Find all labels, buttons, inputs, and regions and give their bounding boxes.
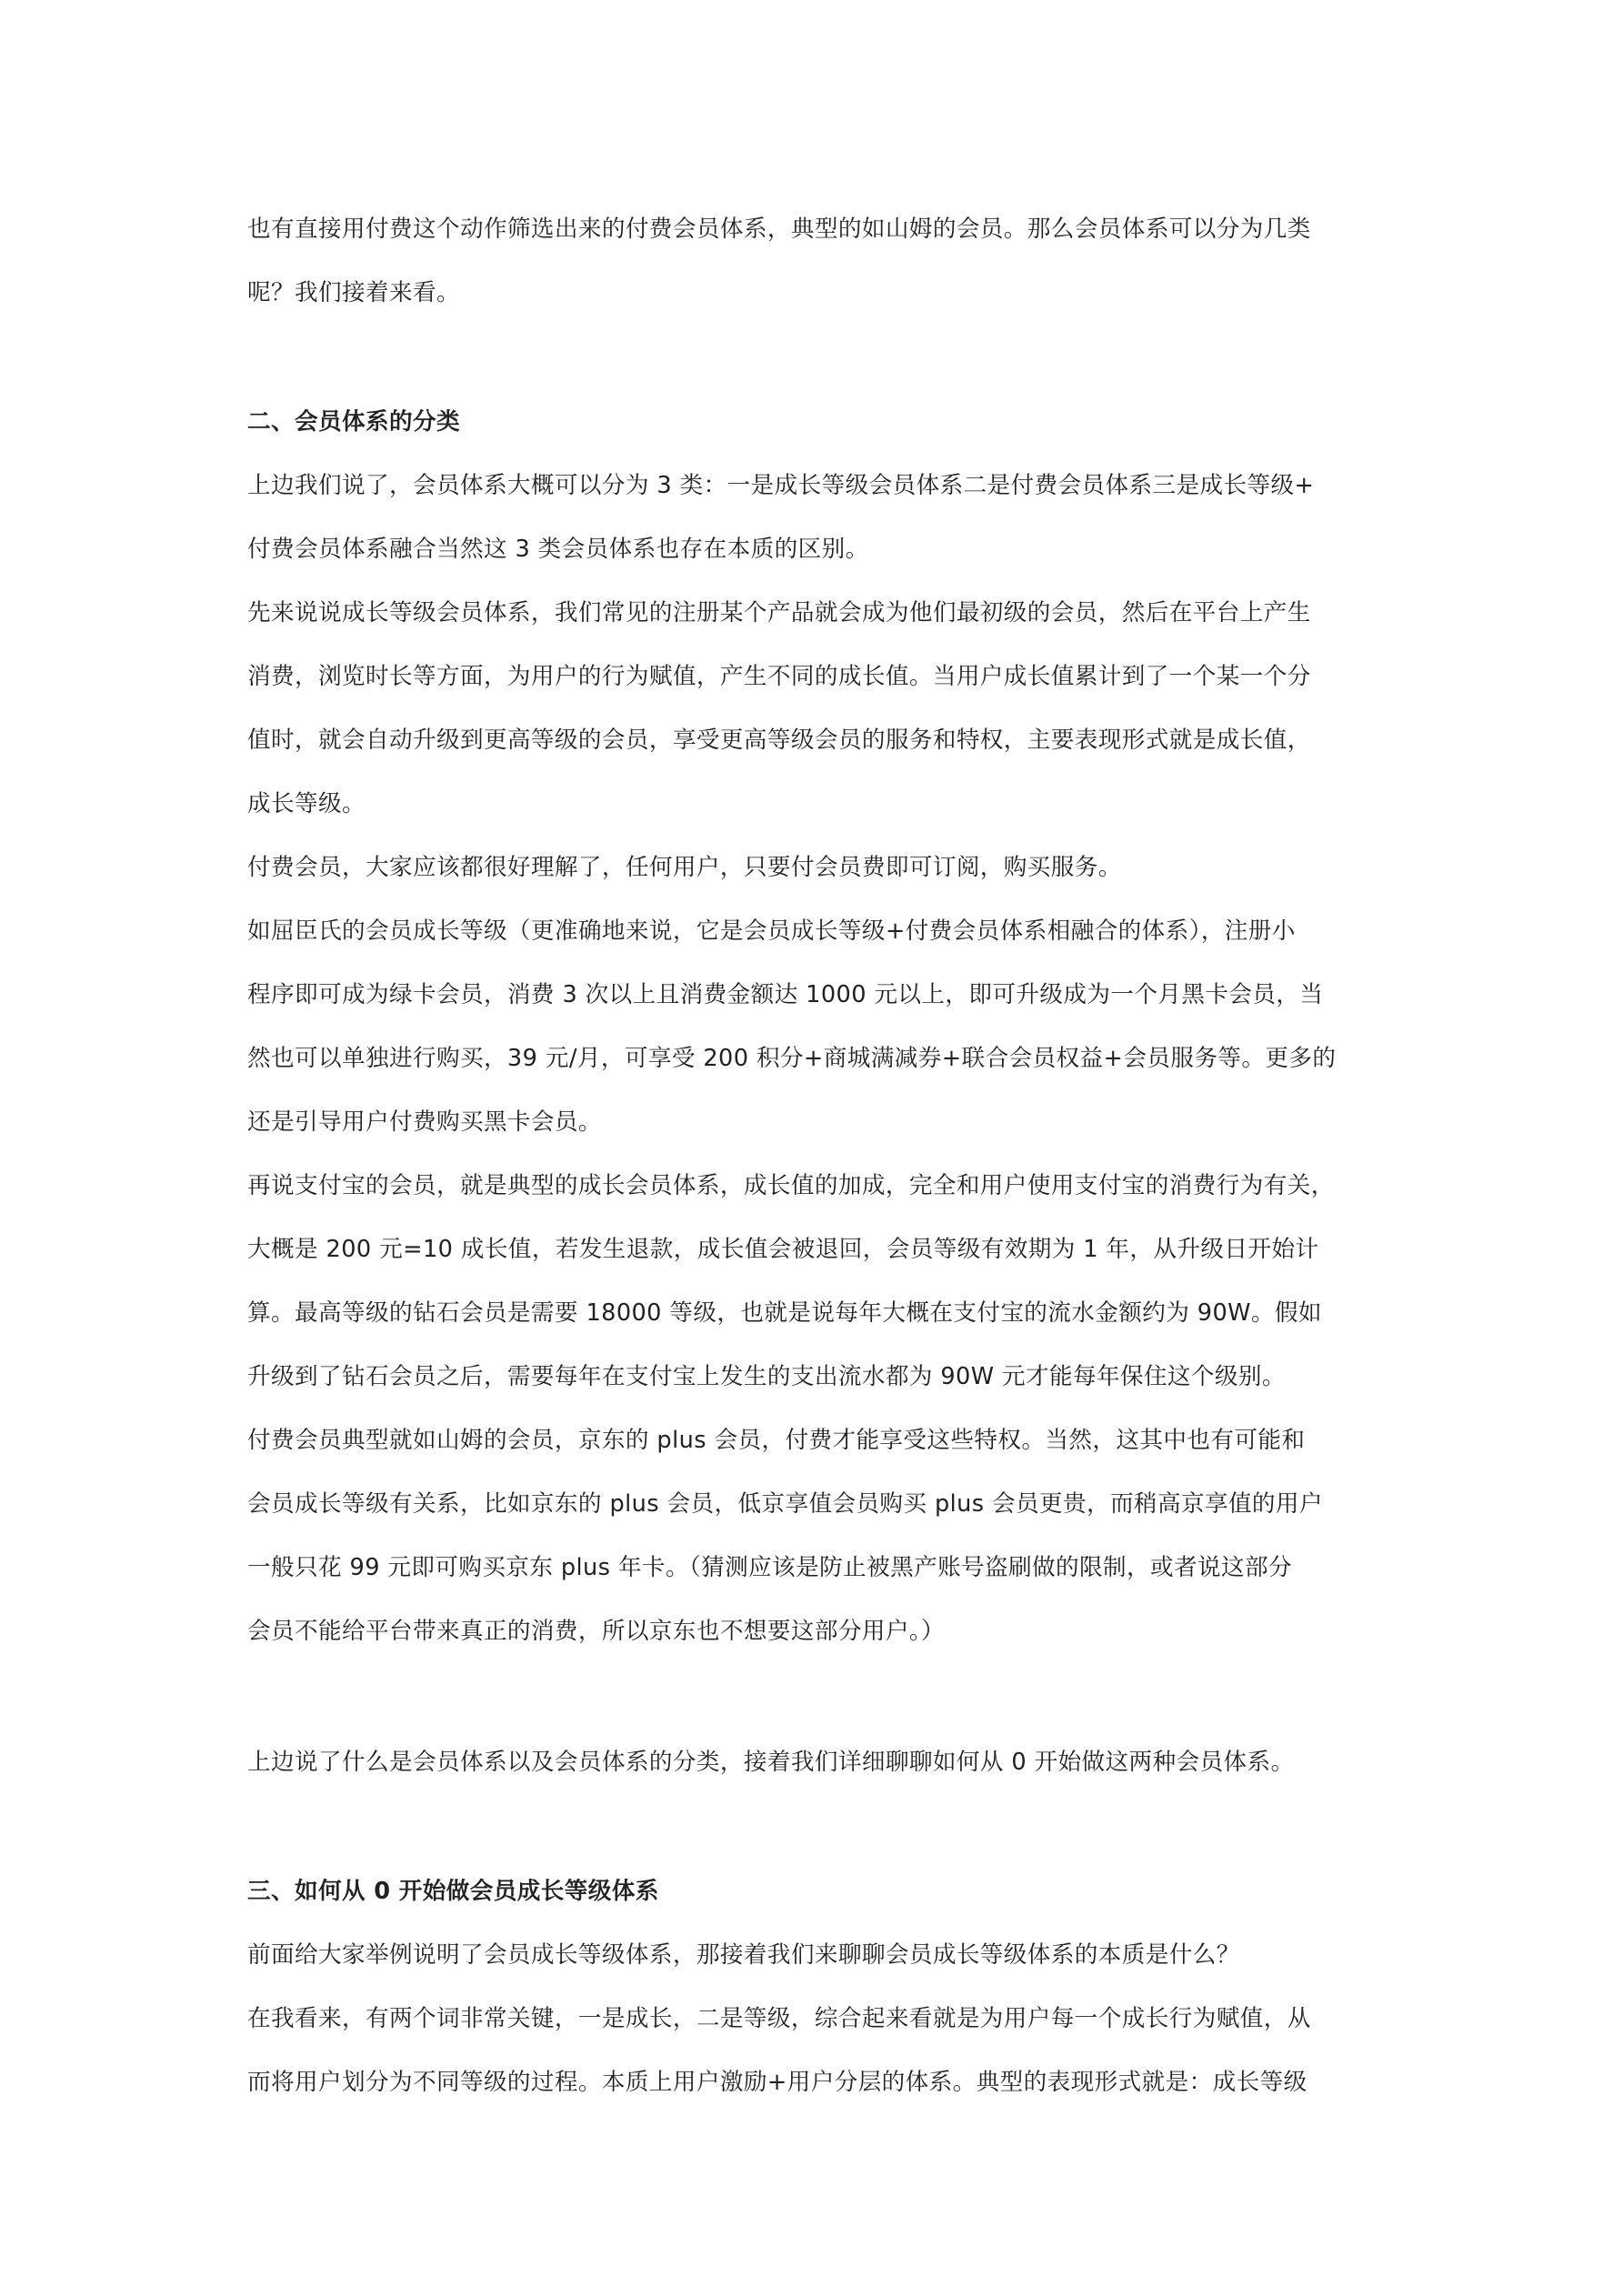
paragraph-line: 先来说说成长等级会员体系，我们常见的注册某个产品就会成为他们最初级的会员，然后在平台上产生 [247,599,1311,627]
paragraph-line: 也有直接用付费这个动作筛选出来的付费会员体系，典型的如山姆的会员。那么会员体系可以分为几类 [247,216,1311,243]
paragraph-line: 付费会员体系融合当然这 3 类会员体系也存在本质的区别。 [247,536,869,563]
paragraph-line: 上边我们说了，会员体系大概可以分为 3 类：一是成长等级会员体系二是付费会员体系三是成长等级+ [247,472,1315,499]
paragraph-line: 会员成长等级有关系，比如京东的 plus 会员，低京享值会员购买 plus 会员更贵，而稍高京享值的用户 [247,1490,1323,1518]
paragraph-line: 而将用户划分为不同等级的过程。本质上用户激励+用户分层的体系。典型的表现形式就是：成长等级 [247,2069,1307,2096]
paragraph-line: 如屈臣氏的会员成长等级（更准确地来说，它是会员成长等级+付费会员体系相融合的体系），注册小 [247,917,1296,945]
paragraph-line: 上边说了什么是会员体系以及会员体系的分类，接着我们详细聊聊如何从 0 开始做这两种会员体系。 [247,1749,1295,1776]
paragraph-line: 消费，浏览时长等方面，为用户的行为赋值，产生不同的成长值。当用户成长值累计到了一个某一个分 [247,663,1311,690]
paragraph-line: 前面给大家举例说明了会员成长等级体系，那接着我们来聊聊会员成长等级体系的本质是什么？ [247,1941,1240,1969]
paragraph-line: 还是引导用户付费购买黑卡会员。 [247,1108,602,1136]
paragraph-line: 成长等级。 [247,790,366,817]
paragraph-line: 会员不能给平台带来真正的消费，所以京东也不想要这部分用户。） [247,1618,946,1645]
paragraph-line: 升级到了钻石会员之后，需要每年在支付宝上发生的支出流水都为 90W 元才能每年保住这个级别。 [247,1363,1286,1390]
paragraph-line: 算。最高等级的钻石会员是需要 18000 等级，也就是说每年大概在支付宝的流水金额约为 90W。假如 [247,1299,1322,1327]
section-heading-3: 三、如何从 0 开始做会员成长等级体系 [247,1878,659,1905]
section-heading-2: 二、会员体系的分类 [247,408,460,436]
paragraph-line: 再说支付宝的会员，就是典型的成长会员体系，成长值的加成，完全和用户使用支付宝的消费行为有关， [247,1172,1335,1199]
paragraph-line: 付费会员典型就如山姆的会员，京东的 plus 会员，付费才能享受这些特权。当然，这其中也有可能和 [247,1427,1306,1454]
paragraph-line: 呢？我们接着来看。 [247,279,460,306]
paragraph-line: 程序即可成为绿卡会员，消费 3 次以上且消费金额达 1000 元以上，即可升级成为一个月黑卡会员，当 [247,981,1324,1008]
paragraph-line: 付费会员，大家应该都很好理解了，任何用户，只要付会员费即可订阅，购买服务。 [247,854,1122,881]
paragraph-line: 然也可以单独进行购买，39 元/月，可享受 200 积分+商城满减券+联合会员权益+会员服务等。更多的 [247,1045,1337,1072]
paragraph-line: 大概是 200 元=10 成长值，若发生退款，成长值会被退回，会员等级有效期为 1 年，从升级日开始计 [247,1236,1319,1263]
paragraph-line: 值时，就会自动升级到更高等级的会员，享受更高等级会员的服务和特权，主要表现形式就是成长值， [247,727,1311,754]
paragraph-line: 在我看来，有两个词非常关键，一是成长，二是等级，综合起来看就是为用户每一个成长行为赋值，从 [247,2005,1311,2032]
paragraph-line: 一般只花 99 元即可购买京东 plus 年卡。（猜测应该是防止被黑产账号盗刷做的限制，或者说这部分 [247,1554,1292,1581]
